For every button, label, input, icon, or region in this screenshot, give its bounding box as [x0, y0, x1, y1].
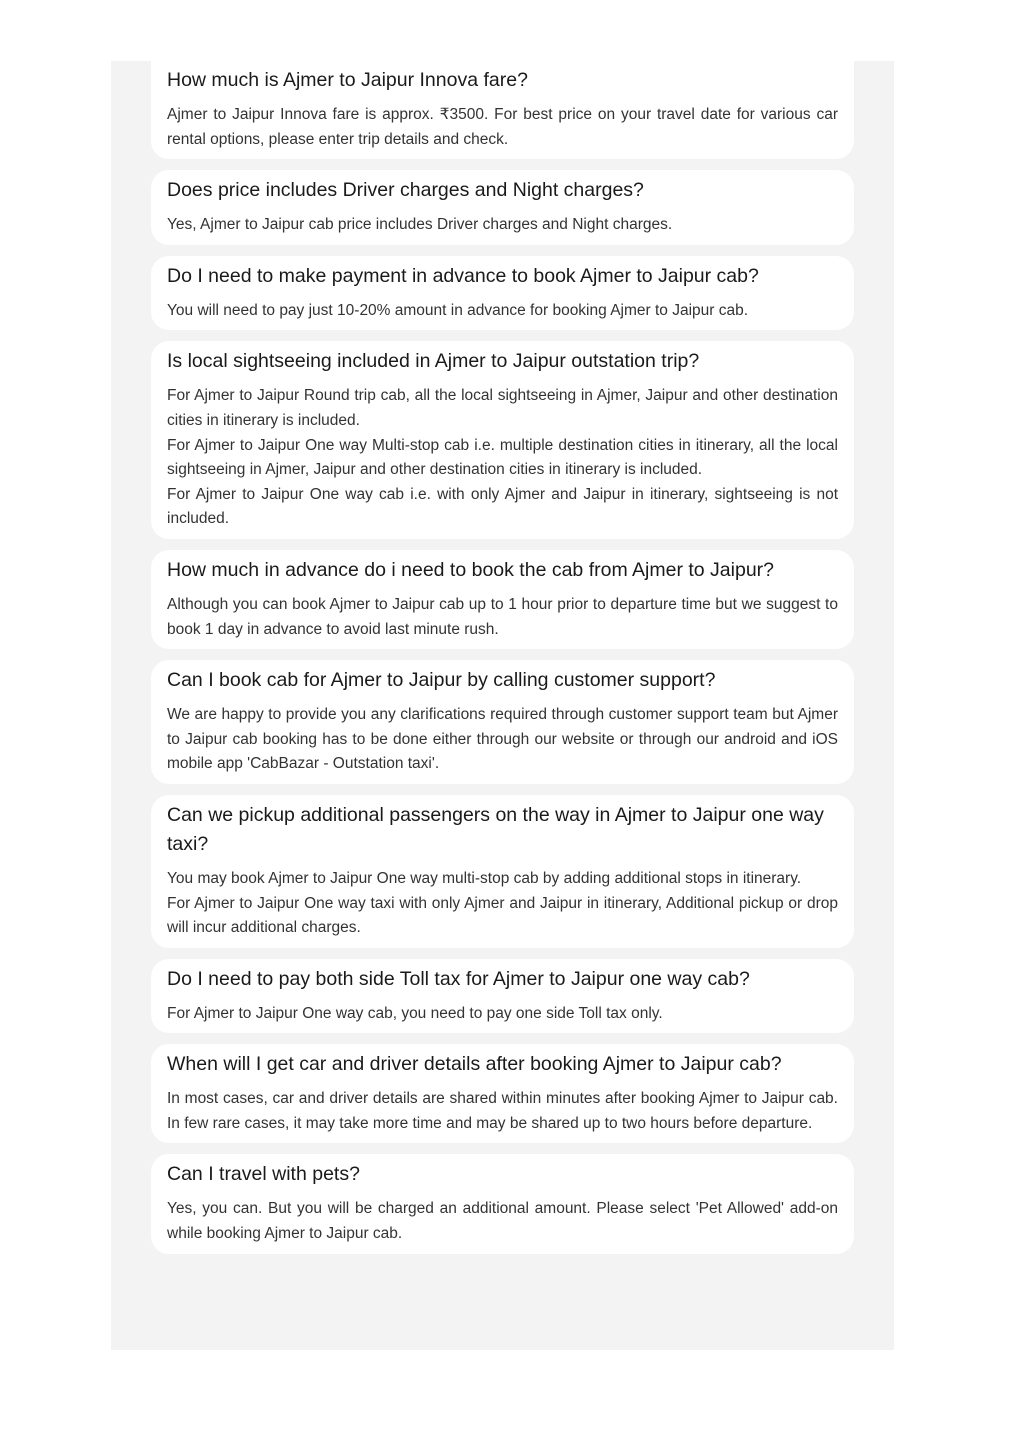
- faq-item: [151, 1044, 854, 1143]
- faq-answer: [167, 703, 838, 777]
- faq-answer: [167, 213, 838, 238]
- faq-answer-line: For Ajmer to Jaipur Round trip cab, all the local sightseeing in Ajmer, Jaipur and other destination cities in itinerary is included.: [167, 387, 838, 429]
- faq-item: [151, 959, 854, 1034]
- faq-answer-line: For Ajmer to Jaipur One way Multi-stop cab i.e. multiple destination cities in itinerary, all the local sightseeing in Ajmer, Jaipur and other destination cities in itinerary is included.: [167, 436, 838, 479]
- faq-question: Can I book cab for Ajmer to Jaipur by calling customer support?: [167, 669, 716, 692]
- faq-answer: [167, 1197, 838, 1246]
- faq-answer: [167, 1002, 838, 1027]
- faq-answer: [167, 593, 838, 642]
- faq-answer-line: Yes, you can. But you will be charged an additional amount. Please select 'Pet Allowed' add-on while booking Ajmer to Jaipur cab.: [167, 1200, 838, 1243]
- faq-item: [151, 170, 854, 245]
- faq-answer-line: You will need to pay just 10-20% amount in advance for booking Ajmer to Jaipur cab.: [167, 301, 749, 319]
- faq-answer-line: Although you can book Ajmer to Jaipur cab up to 1 hour prior to departure time but we suggest to book 1 day in advance to avoid last minute rush.: [167, 595, 838, 638]
- faq-answer-line: For Ajmer to Jaipur One way cab i.e. with only Ajmer and Jaipur in itinerary, sightseeing is not included.: [167, 485, 838, 528]
- faq-item: [151, 550, 854, 649]
- faq-item: [151, 341, 854, 539]
- faq-list: [151, 61, 854, 1265]
- faq-answer: [167, 867, 838, 941]
- faq-item: [151, 660, 854, 784]
- faq-answer-line: For Ajmer to Jaipur One way taxi with only Ajmer and Jaipur in itinerary, Additional pickup or drop will incur additional charges.: [167, 894, 838, 937]
- faq-question: Is local sightseeing included in Ajmer to Jaipur outstation trip?: [167, 350, 700, 373]
- faq-question: How much in advance do i need to book the cab from Ajmer to Jaipur?: [167, 558, 775, 581]
- faq-question: Do I need to pay both side Toll tax for Ajmer to Jaipur one way cab?: [167, 967, 750, 990]
- faq-item: [151, 61, 854, 159]
- faq-answer-line: Ajmer to Jaipur Innova fare is approx. ₹3500. For best price on your travel date for various car rental options, please enter trip details and check.: [167, 106, 838, 148]
- faq-answer-line: We are happy to provide you any clarifications required through customer support team but Ajmer to Jaipur cab booking has to be done either through our website or through our android and iOS mobile app 'CabBazar - Outstation taxi'.: [167, 706, 838, 773]
- faq-question: How much is Ajmer to Jaipur Innova fare?: [167, 69, 528, 91]
- faq-question: When will I get car and driver details after booking Ajmer to Jaipur cab?: [167, 1053, 782, 1076]
- faq-question: Can we pickup additional passengers on the way in Ajmer to Jaipur one way taxi?: [167, 803, 824, 855]
- faq-question: Does price includes Driver charges and Night charges?: [167, 179, 644, 202]
- faq-answer-line: Yes, Ajmer to Jaipur cab price includes Driver charges and Night charges.: [167, 216, 673, 234]
- faq-item: [151, 1154, 854, 1253]
- faq-item: [151, 256, 854, 331]
- faq-answer: [167, 384, 838, 532]
- faq-answer-line: You may book Ajmer to Jaipur One way multi-stop cab by adding additional stops in itinerary.: [167, 869, 802, 887]
- faq-item: [151, 795, 854, 948]
- faq-question: Do I need to make payment in advance to book Ajmer to Jaipur cab?: [167, 264, 759, 287]
- faq-answer: [167, 299, 838, 324]
- faq-answer: [167, 1087, 838, 1136]
- faq-answer: [167, 103, 838, 152]
- faq-answer-line: In most cases, car and driver details are shared within minutes after booking Ajmer to Jaipur cab. In few rare cases, it may take more time and may be shared up to two hours before departure.: [167, 1090, 838, 1132]
- faq-answer-line: For Ajmer to Jaipur One way cab, you need to pay one side Toll tax only.: [167, 1004, 663, 1022]
- faq-question: Can I travel with pets?: [167, 1163, 360, 1186]
